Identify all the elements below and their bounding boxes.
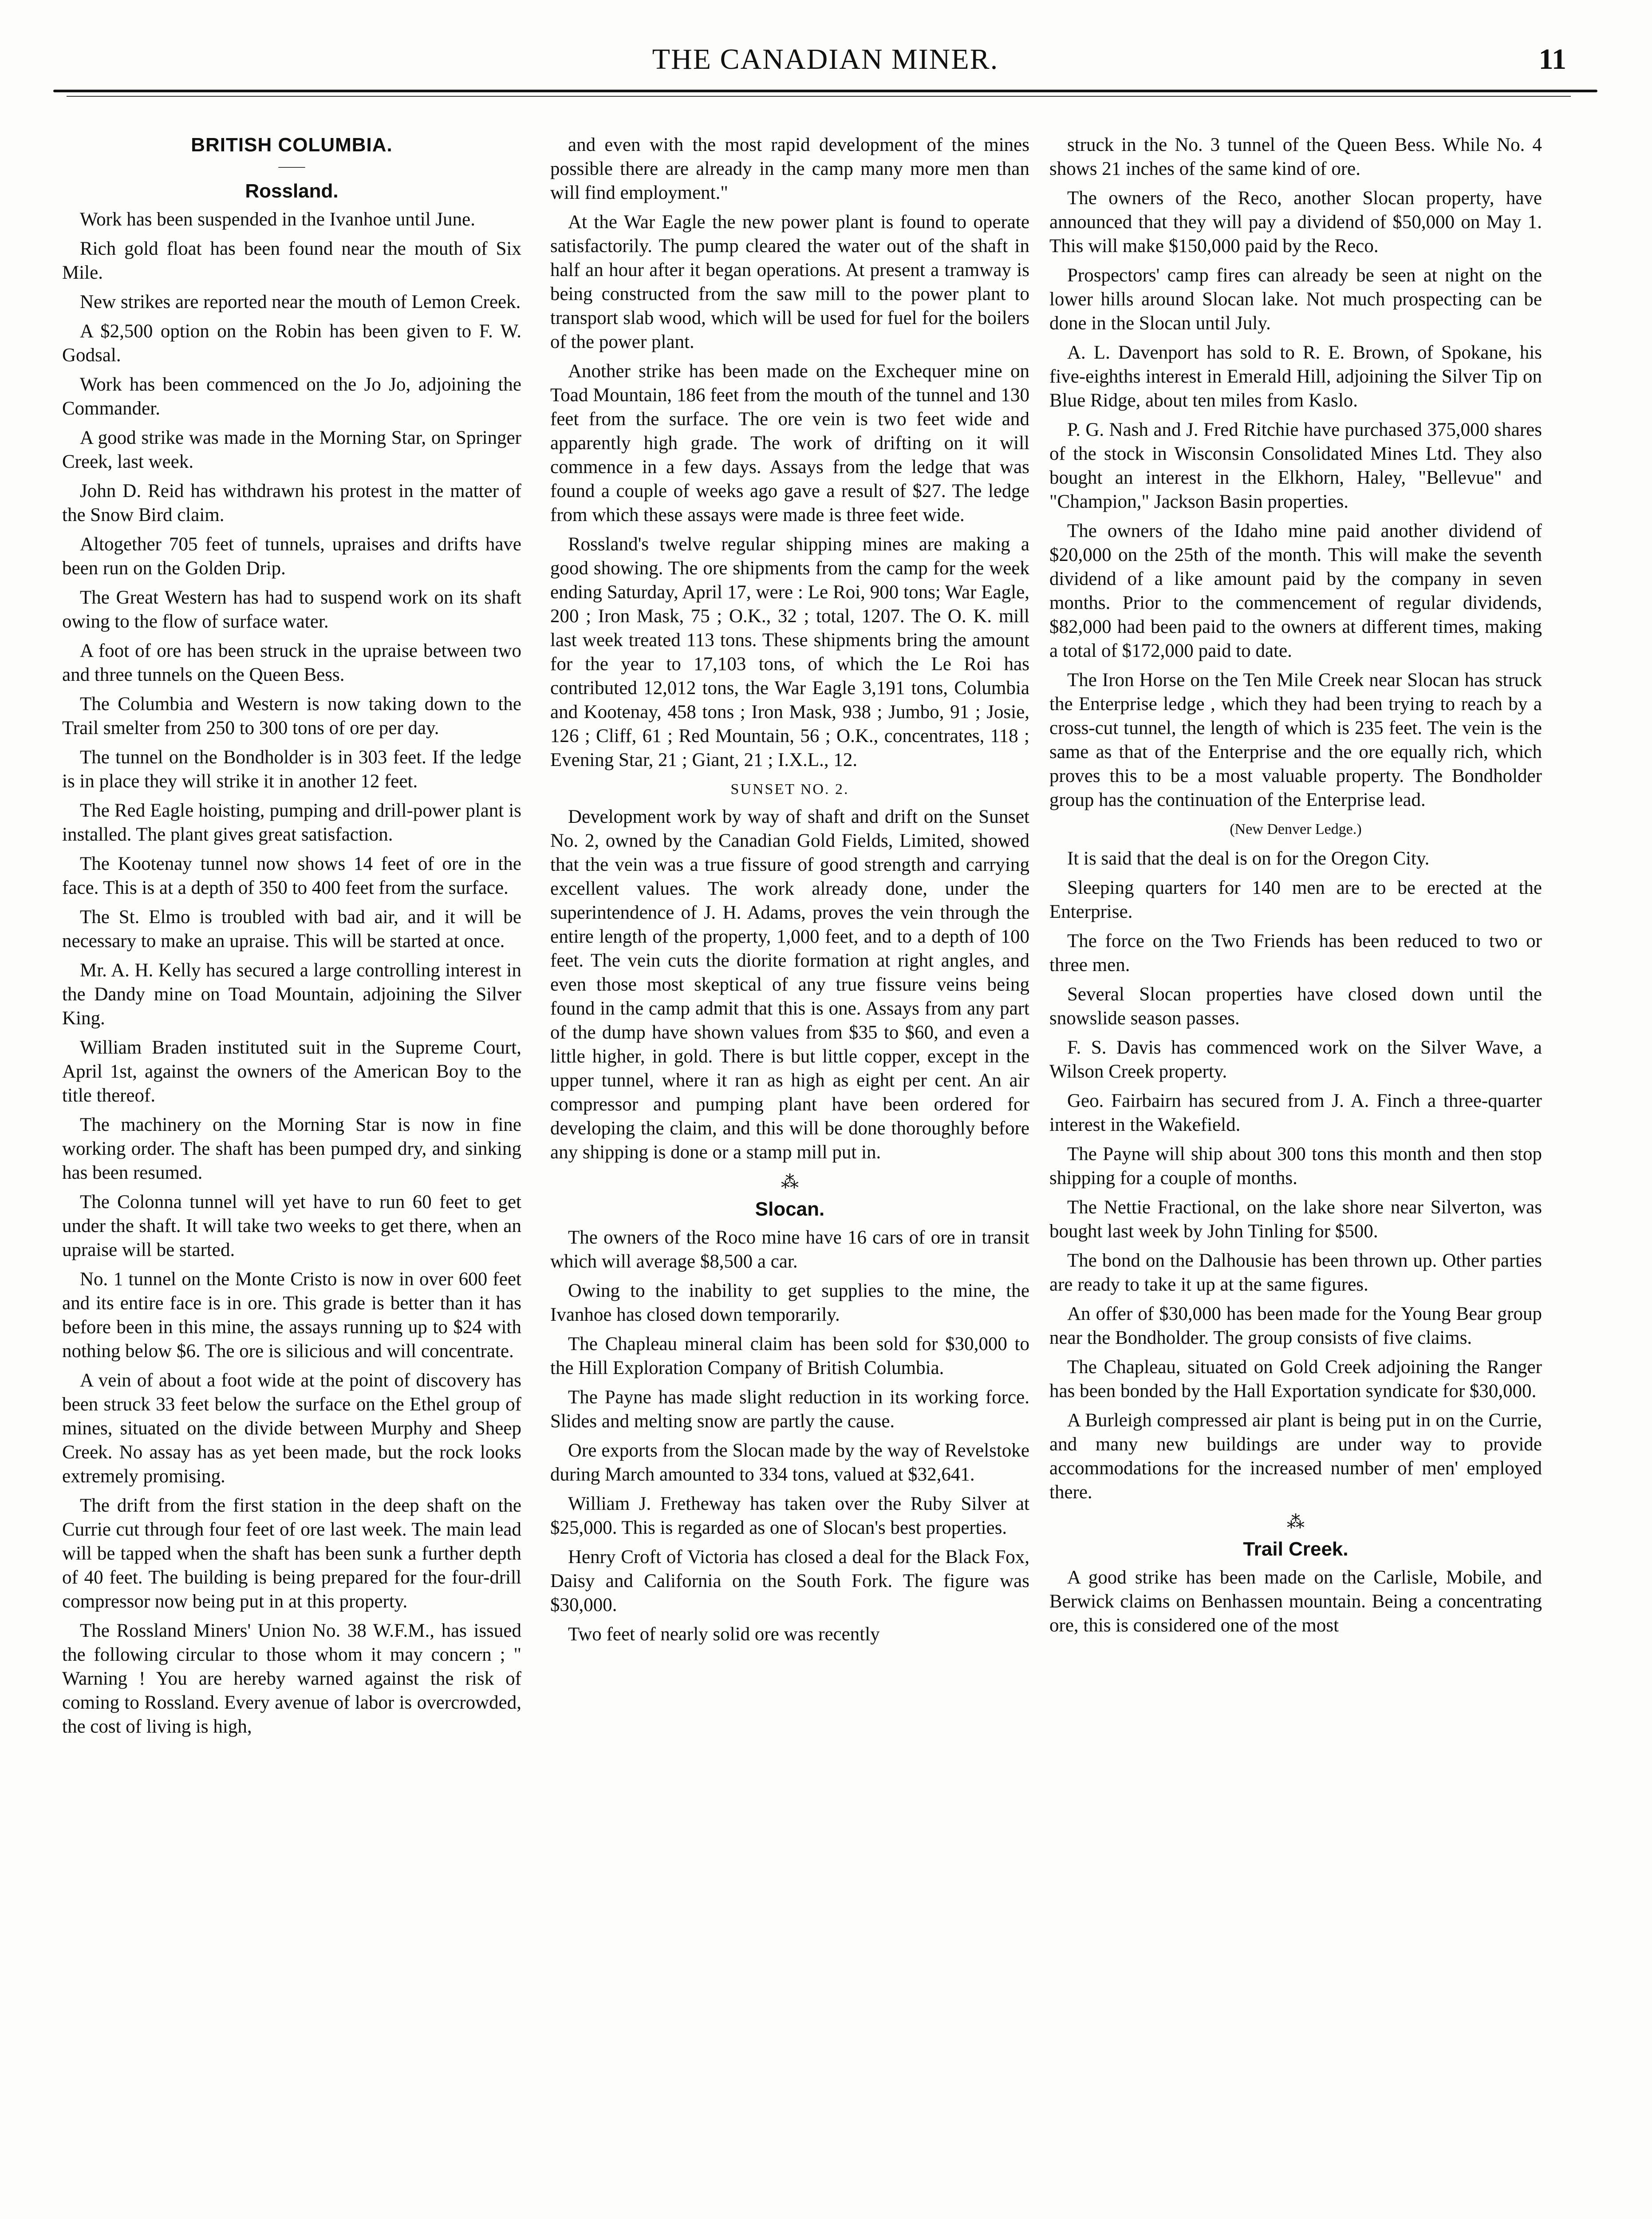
- section-heading-rossland: Rossland.: [245, 180, 339, 202]
- paragraph: William J. Fretheway has taken over the Ruby Silver at $25,000. This is regarded as one of Slocan's best properties.: [550, 1493, 1029, 1538]
- paragraph: A foot of ore has been struck in the upraise between two and three tunnels on the Queen Bess.: [62, 640, 521, 685]
- paragraph: The Iron Horse on the Ten Mile Creek near Slocan has struck the Enterprise ledge , which they had been trying to reach by a cross-cut tunnel, the length of which is 235 feet. The vein is the same as that of the Enterprise and the ore equally rich, which proves this to be a most valuable property. The Bondholder group has the continuation of the Enterprise lead.: [1049, 670, 1542, 810]
- paragraph: Ore exports from the Slocan made by the way of Revelstoke during March amounted to 334 tons, valued at $32,641.: [550, 1440, 1029, 1485]
- paragraph: The Payne will ship about 300 tons this month and then stop shipping for a couple of months.: [1049, 1144, 1542, 1188]
- paragraph: An offer of $30,000 has been made for the Young Bear group near the Bondholder. The group consists of five claims.: [1049, 1303, 1542, 1348]
- article-paragraphs: [1049, 133, 1542, 812]
- running-title: THE CANADIAN MINER.: [652, 43, 999, 75]
- section-separator: ⁂: [781, 1172, 799, 1192]
- paragraph: and even with the most rapid development of the mines possible there are already in the camp many more men than will find employment.": [550, 134, 1029, 203]
- paragraph: The Kootenay tunnel now shows 14 feet of ore in the face. This is at a depth of 350 to 400 feet from the surface.: [62, 853, 521, 898]
- article-paragraphs: [1049, 847, 1542, 1504]
- paragraph: A good strike was made in the Morning Star, on Springer Creek, last week.: [62, 427, 521, 472]
- article-paragraphs: [1049, 1566, 1542, 1638]
- paragraph: Development work by way of shaft and drift on the Sunset No. 2, owned by the Canadian Gold Fields, Limited, showed that the vein was a true fissure of good strength and carrying excellent values. The work already done, under the superintendence of J. H. Adams, proves the vein through the entire length of the property, 1,000 feet, and to a depth of 100 feet. The vein cuts the diorite formation at right angles, and even those most skeptical of any true fissure veins being found in the camp admit that this is one. Assays from any part of the dump have shown values from $35 to $60, and even a little higher, in gold. There is but little copper, except in the upper tunnel, where it ran as high as eight per cent. An air compressor and pumping plant have been ordered for developing the claim, and this will be done thoroughly before any shipping is done or a stamp mill put in.: [550, 806, 1029, 1163]
- paragraph: Work has been commenced on the Jo Jo, adjoining the Commander.: [62, 374, 521, 419]
- paragraph: A Burleigh compressed air plant is being put in on the Currie, and many new buildings are under way to provide accommodations for the increased number of men' employed there.: [1049, 1410, 1542, 1503]
- source-credit: (New Denver Ledge.): [1230, 821, 1362, 837]
- paragraph: The owners of the Reco, another Slocan property, have announced that they will pay a dividend of $50,000 on May 1. This will make $150,000 paid by the Reco.: [1049, 188, 1542, 257]
- column-1: [62, 133, 521, 2219]
- paragraph: A vein of about a foot wide at the point of discovery has been struck 33 feet below the surface on the Ethel group of mines, situated on the divide between Murphy and Sheep Creek. No assay has as yet been made, but the rock looks extremely promising.: [62, 1370, 521, 1487]
- paragraph: No. 1 tunnel on the Monte Cristo is now in over 600 feet and its entire face is in ore. This grade is better than it has before been in this mine, the assays running up to $24 with nothing below $6. The ore is silicious and will concentrate.: [62, 1269, 521, 1362]
- article-paragraphs: [62, 208, 521, 1739]
- header-rule: [53, 90, 1597, 92]
- title-dash: ——: [278, 159, 305, 174]
- paragraph: The Great Western has had to suspend work on its shaft owing to the flow of surface water.: [62, 587, 521, 632]
- paragraph: Another strike has been made on the Exchequer mine on Toad Mountain, 186 feet from the mouth of the tunnel and 130 feet from the surface. The ore vein is two feet wide and apparently high grade. The work of drifting on it will commence in a few days. Assays from the ledge that was found a couple of weeks ago gave a result of $27. The ledge from which these assays were made is three feet wide.: [550, 361, 1029, 525]
- paragraph: The Chapleau mineral claim has been sold for $30,000 to the Hill Exploration Company of British Columbia.: [550, 1334, 1029, 1378]
- paragraph: The Chapleau, situated on Gold Creek adjoining the Ranger has been bonded by the Hall Exportation syndicate for $30,000.: [1049, 1357, 1542, 1402]
- paragraph: The Rossland Miners' Union No. 38 W.F.M., has issued the following circular to those whom it may concern ; " Warning ! You are hereby warned against the risk of coming to Rossland. Every avenue of labor is overcrowded, the cost of living is high,: [62, 1620, 521, 1737]
- paragraph: The drift from the first station in the deep shaft on the Currie cut through four feet of ore last week. The main lead will be tapped when the shaft has been sunk a further depth of 40 feet. The building is being prepared for the four-drill compressor now being put in at this property.: [62, 1495, 521, 1612]
- paragraph: Geo. Fairbairn has secured from J. A. Finch a three-quarter interest in the Wakefield.: [1049, 1090, 1542, 1135]
- paragraph: Altogether 705 feet of tunnels, upraises and drifts have been run on the Golden Drip.: [62, 534, 521, 579]
- paragraph: William Braden instituted suit in the Supreme Court, April 1st, against the owners of the American Boy to the title thereof.: [62, 1037, 521, 1106]
- paragraph: The tunnel on the Bondholder is in 303 feet. If the ledge is in place they will strike it in another 12 feet.: [62, 747, 521, 792]
- paragraph: Henry Croft of Victoria has closed a deal for the Black Fox, Daisy and California on the South Fork. The figure was $30,000.: [550, 1547, 1029, 1615]
- paragraph: Two feet of nearly solid ore was recently: [568, 1624, 880, 1645]
- paragraph: Rich gold float has been found near the mouth of Six Mile.: [62, 238, 521, 283]
- paragraph: Prospectors' camp fires can already be seen at night on the lower hills around Slocan lake. Not much prospecting can be done in the Slocan until July.: [1049, 265, 1542, 334]
- paragraph: A. L. Davenport has sold to R. E. Brown, of Spokane, his five-eighths interest in Emerald Hill, adjoining the Silver Tip on Blue Ridge, about ten miles from Kaslo.: [1049, 342, 1542, 411]
- paragraph: F. S. Davis has commenced work on the Silver Wave, a Wilson Creek property.: [1049, 1037, 1542, 1082]
- paragraph: Owing to the inability to get supplies to the mine, the Ivanhoe has closed down temporarily.: [550, 1280, 1029, 1325]
- region-title: BRITISH COLUMBIA.: [191, 134, 393, 156]
- paragraph: The St. Elmo is troubled with bad air, and it will be necessary to make an upraise. This will be started at once.: [62, 907, 521, 952]
- paragraph: The machinery on the Morning Star is now in fine working order. The shaft has been pumped dry, and sinking has been resumed.: [62, 1114, 521, 1183]
- subheading-sunset: SUNSET NO. 2.: [730, 781, 849, 798]
- section-heading-slocan: Slocan.: [755, 1198, 825, 1220]
- paragraph: The owners of the Roco mine have 16 cars of ore in transit which will average $8,500 a car.: [550, 1227, 1029, 1272]
- paragraph: John D. Reid has withdrawn his protest in the matter of the Snow Bird claim.: [62, 481, 521, 525]
- article-paragraphs: [550, 133, 1029, 772]
- column-3: [1049, 133, 1542, 2219]
- paragraph: The Red Eagle hoisting, pumping and drill-power plant is installed. The plant gives great satisfaction.: [62, 800, 521, 845]
- page-header: [53, 43, 1597, 100]
- paragraph: The Colonna tunnel will yet have to run 60 feet to get under the shaft. It will take two weeks to get there, when an upraise will be started.: [62, 1192, 521, 1260]
- paragraph: The owners of the Idaho mine paid another dividend of $20,000 on the 25th of the month. This will make the seventh dividend of a like amount paid by the company in seven months. Prior to the commencement of regular dividends, $82,000 had been paid to the owners at different times, making a total of $172,000 paid to date.: [1049, 521, 1542, 661]
- paragraph: Several Slocan properties have closed down until the snowslide season passes.: [1049, 984, 1542, 1029]
- paragraph: A $2,500 option on the Robin has been given to F. W. Godsal.: [62, 321, 521, 366]
- paragraph: At the War Eagle the new power plant is found to operate satisfactorily. The pump cleared the water out of the shaft in half an hour after it began operations. At present a tramway is being constructed from the saw mill to the power plant to transport slab wood, which will be used for fuel for the boilers of the power plant.: [550, 212, 1029, 352]
- section-heading-trail-creek: Trail Creek.: [1243, 1538, 1348, 1560]
- paragraph: Sleeping quarters for 140 men are to be erected at the Enterprise.: [1049, 877, 1542, 922]
- paragraph: A good strike has been made on the Carlisle, Mobile, and Berwick claims on Benhassen mountain. Being a concentrating ore, this is considered one of the most: [1049, 1567, 1542, 1636]
- paragraph: Mr. A. H. Kelly has secured a large controlling interest in the Dandy mine on Toad Mountain, adjoining the Silver King.: [62, 960, 521, 1029]
- paragraph: The Nettie Fractional, on the lake shore near Silverton, was bought last week by John Tinling for $500.: [1049, 1197, 1542, 1242]
- page-number: 11: [1538, 43, 1566, 75]
- section-separator: ⁂: [1287, 1512, 1305, 1532]
- paragraph: struck in the No. 3 tunnel of the Queen Bess. While No. 4 shows 21 inches of the same kind of ore.: [1049, 134, 1542, 179]
- article-paragraphs: [550, 1226, 1029, 1646]
- paragraph: The Payne has made slight reduction in its working force. Slides and melting snow are partly the cause.: [550, 1387, 1029, 1432]
- paragraph: Rossland's twelve regular shipping mines are making a good showing. The ore shipments from the camp for the week ending Saturday, April 17, were : Le Roi, 900 tons; War Eagle, 200 ; Iron Mask, 75 ; O.K., 32 ; total, 1207. The O. K. mill last week treated 113 tons. These shipments bring the amount for the year to 17,103 tons, of which the Le Roi has contributed 12,012 tons, the War Eagle 3,191 tons, Columbia and Kootenay, 458 tons ; Iron Mask, 938 ; Jumbo, 91 ; Josie, 126 ; Cliff, 61 ; Red Mountain, 56 ; O.K., concentrates, 118 ; Evening Star, 21 ; Giant, 21 ; I.X.L., 12.: [550, 534, 1029, 770]
- column-2: [550, 133, 1029, 2219]
- paragraph: New strikes are reported near the mouth of Lemon Creek.: [80, 292, 521, 312]
- paragraph: The Columbia and Western is now taking down to the Trail smelter from 250 to 300 tons of ore per day.: [62, 694, 521, 738]
- paragraph: It is said that the deal is on for the Oregon City.: [1067, 848, 1430, 869]
- header-rule-thin: [67, 96, 1571, 97]
- paragraph: P. G. Nash and J. Fred Ritchie have purchased 375,000 shares of the stock in Wisconsin Consolidated Mines Ltd. They also bought an interest in the Elkhorn, Haley, "Bellevue" and "Champion," Jackson Basin properties.: [1049, 419, 1542, 512]
- paragraph: The bond on the Dalhousie has been thrown up. Other parties are ready to take it up at the same figures.: [1049, 1250, 1542, 1295]
- paragraph: Work has been suspended in the Ivanhoe until June.: [80, 209, 475, 230]
- paragraph: The force on the Two Friends has been reduced to two or three men.: [1049, 931, 1542, 975]
